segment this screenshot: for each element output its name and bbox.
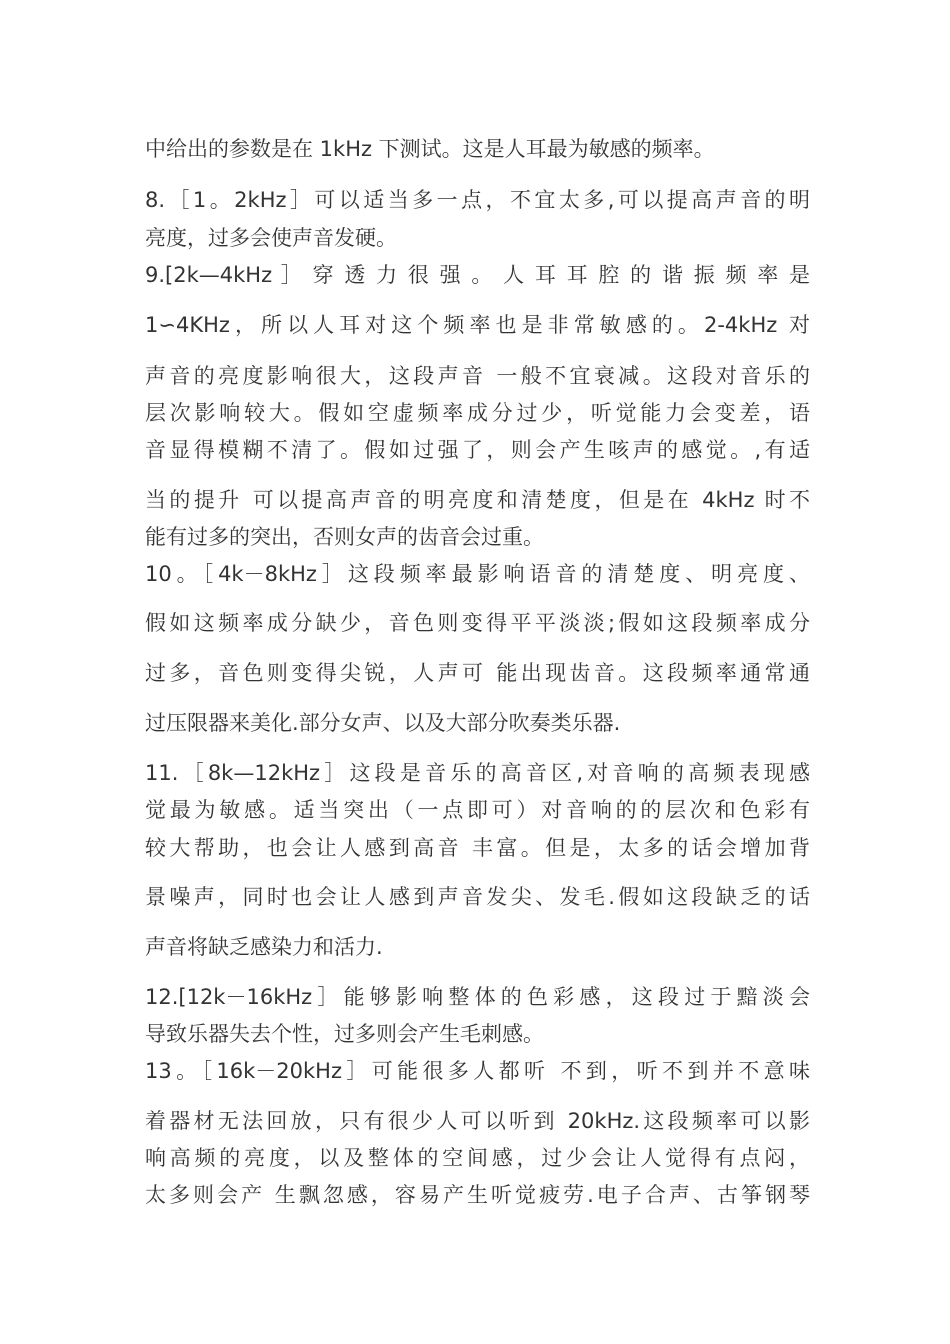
text-line: 当的提升 可以提高声音的明亮度和清楚度，但是在 4kHz 时不 <box>145 488 810 512</box>
text-line: 12.[12k－16kHz］能够影响整体的色彩感，这段过于黯淡会 <box>145 985 810 1009</box>
text-line: 音显得模糊不清了。假如过强了，则会产生咳声的感觉。,有适 <box>145 438 810 462</box>
text-line: 太多则会产 生飘忽感，容易产生听觉疲劳.电子合声、古筝钢琴 <box>145 1183 810 1207</box>
text-line: 过压限器来美化.部分女声、以及大部分吹奏类乐器. <box>145 711 621 735</box>
text-line: 亮度，过多会使声音发硬。 <box>145 226 397 250</box>
text-line: 9.[2k—4kHz ］ 穿 透 力 很 强 。 人 耳 耳 腔 的 谐 振 频 率 是 <box>145 263 810 287</box>
text-line: 觉最为敏感。适当突出（一点即可）对音响的的层次和色彩有 <box>145 798 810 822</box>
text-line: 能有过多的突出，否则女声的齿音会过重。 <box>145 525 544 549</box>
text-line: 声音将缺乏感染力和活力. <box>145 935 383 959</box>
text-line: 10。［4k－8kHz］这段频率最影响语音的清楚度、明亮度、 <box>145 562 810 586</box>
text-line: 较大帮助，也会让人感到高音 丰富。但是，太多的话会增加背 <box>145 836 810 860</box>
text-line: 导致乐器失去个性，过多则会产生毛刺感。 <box>145 1022 544 1046</box>
text-line: 着器材无法回放，只有很少人可以听到 20kHz.这段频率可以影 <box>145 1109 810 1133</box>
text-line: 景噪声，同时也会让人感到声音发尖、发毛.假如这段缺乏的话 <box>145 885 810 909</box>
text-line: 11.［8k—12kHz］这段是音乐的高音区,对音响的高频表现感 <box>145 761 810 785</box>
text-line: 假如这频率成分缺少，音色则变得平平淡淡;假如这段频率成分 <box>145 611 810 635</box>
text-line: 8.［1。2kHz］可以适当多一点，不宜太多,可以提高声音的明 <box>145 188 810 212</box>
text-line: 中给出的参数是在 1kHz 下测试。这是人耳最为敏感的频率。 <box>145 137 715 161</box>
text-line: 13。［16k－20kHz］可能很多人都听 不到，听不到并不意味 <box>145 1059 810 1083</box>
text-line: 层次影响较大。假如空虚频率成分过少，听觉能力会变差，语 <box>145 401 810 425</box>
text-line: 声音的亮度影响很大，这段声音 一般不宜衰减。这段对音乐的 <box>145 364 810 388</box>
text-line: 过多，音色则变得尖锐，人声可 能出现齿音。这段频率通常通 <box>145 661 810 685</box>
text-line: 1∽4KHz，所以人耳对这个频率也是非常敏感的。2-4kHz 对 <box>145 313 810 337</box>
text-line: 响高频的亮度，以及整体的空间感，过少会让人觉得有点闷， <box>145 1146 810 1170</box>
